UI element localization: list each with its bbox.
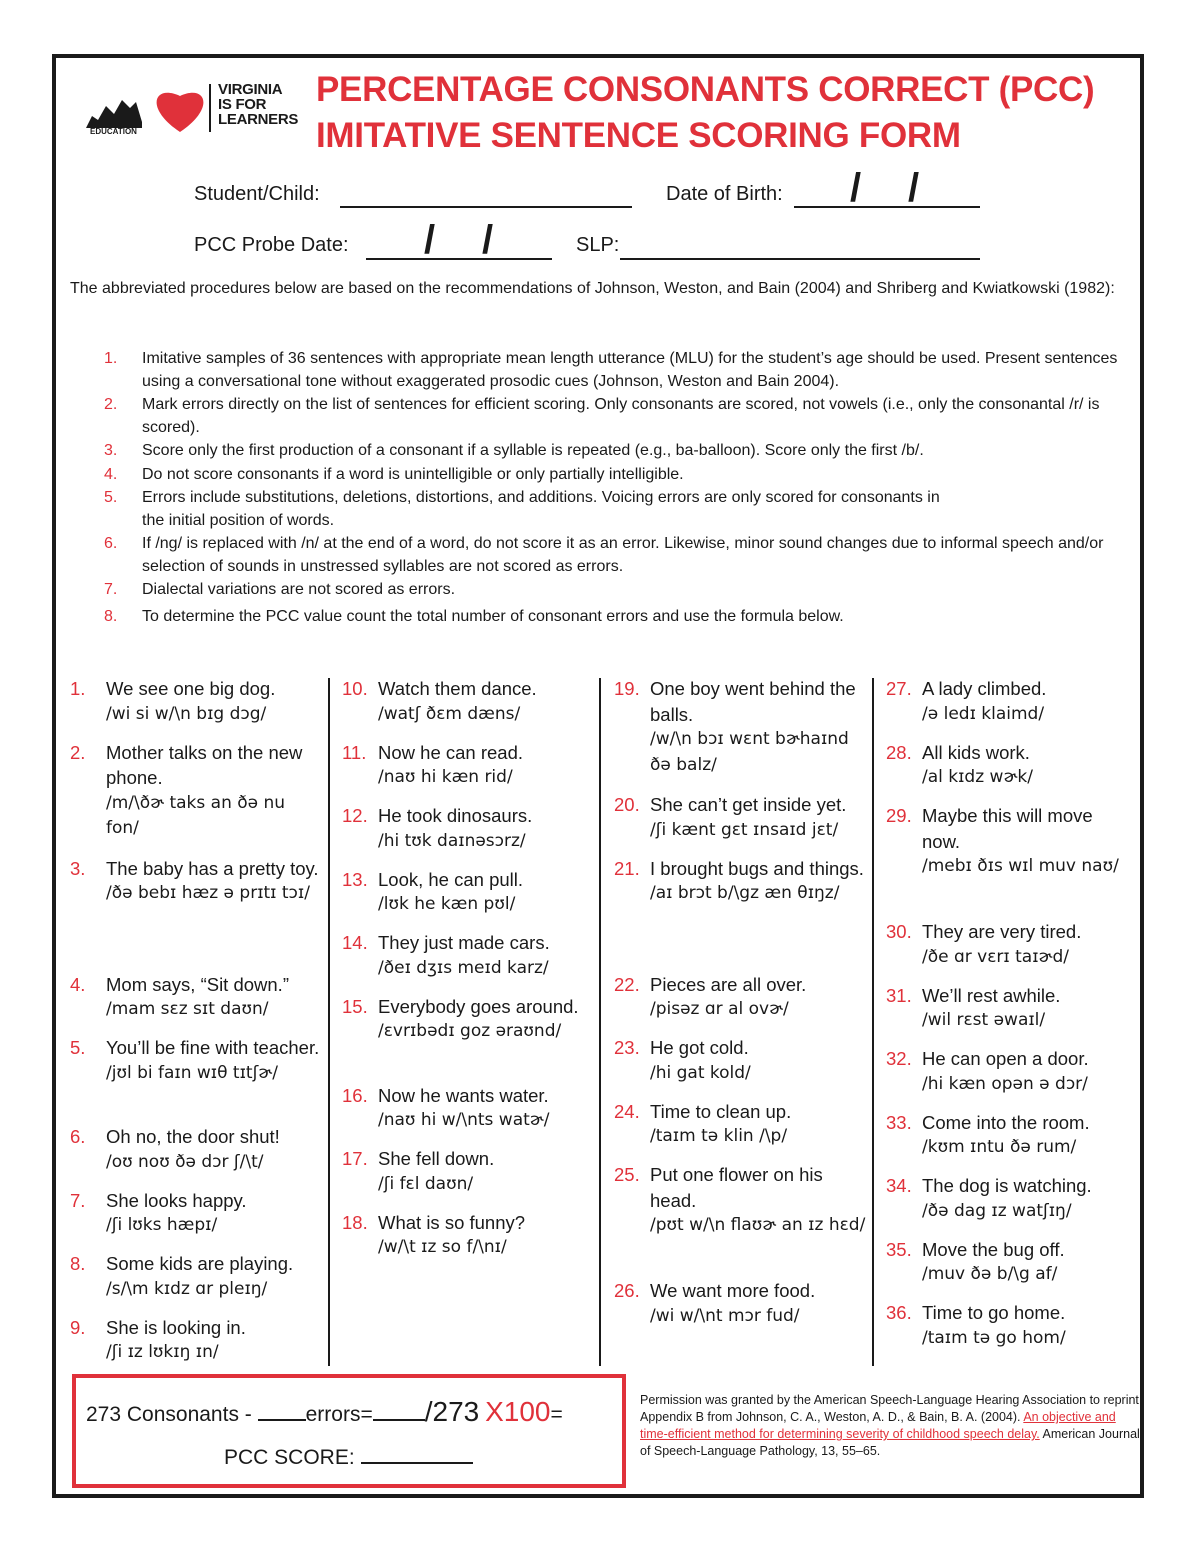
- sentence-item: 20. She can’t get inside yet. /ʃi kænt gɛt ɪnsaɪd jɛt/: [614, 794, 847, 840]
- instructions-list: [104, 348, 1134, 629]
- permission-text: Permission was granted by the American Speech-Language Hearing Association to reprint Appendix B from Johnson, C. A., Weston, A. D., & Bain, B. A. (2004).: [640, 1393, 1139, 1424]
- multiplier-text: X100: [485, 1396, 551, 1427]
- vdoe-logo: [84, 78, 300, 136]
- sentence-item: 36. Time to go home. /taɪm tə go hom/: [886, 1302, 1066, 1348]
- sentence-item: 17. She fell down. /ʃi fɛl daʊn/: [342, 1148, 495, 1194]
- sentence-column-3: [614, 676, 866, 1342]
- sentence-item: 1. We see one big dog. /wi si w/\n bɪg dɔg/: [70, 678, 276, 724]
- sentence-item: 16. Now he wants water. /naʊ hi w/\nts watɚ/: [342, 1084, 550, 1130]
- instruction-item: 3. Score only the first production of a consonant if a syllable is repeated (e.g., ba-balloon). Score only the first /b/.: [104, 442, 924, 459]
- equals-text: =: [550, 1403, 563, 1426]
- probe-date-label: PCC Probe Date:: [194, 234, 349, 256]
- virginia-heart-logo-icon: [84, 78, 214, 136]
- logo-dept-text: EDUCATION: [90, 127, 137, 136]
- slp-label: SLP:: [576, 234, 620, 256]
- pcc-score-box: [72, 1374, 626, 1488]
- pcc-score-line: [224, 1446, 473, 1470]
- probe-date-separator-1: /: [424, 218, 436, 262]
- sentence-item: 7. She looks happy. /ʃi lʊks hæpɪ/: [70, 1189, 247, 1235]
- permission-note: [640, 1392, 1140, 1460]
- correct-count-input[interactable]: [373, 1419, 425, 1421]
- instruction-item: 7. Dialectal variations are not scored as errors.: [104, 581, 456, 598]
- sentence-item: 26. We want more food. /wi w/\nt mɔr fud/: [614, 1280, 816, 1326]
- student-label: Student/Child:: [194, 183, 320, 205]
- sentence-item: 13. Look, he can pull. /lʊk he kæn pʊl/: [342, 868, 524, 914]
- sentence-item: 10. Watch them dance. /watʃ ðɛm dæns/: [342, 678, 537, 724]
- sentence-item: 12. He took dinosaurs. /hi tʊk daɪnəsɔrz/: [342, 805, 533, 851]
- sentence-item: 30. They are very tired. /ðe ɑr vɛrɪ taɪɚd/: [886, 921, 1082, 967]
- probe-date-separator-2: /: [482, 218, 494, 262]
- sentence-item: 23. He got cold. /hi gat kold/: [614, 1037, 751, 1083]
- sentence-item: 25. Put one flower on his head. /pʊt w/\n flaʊɚ an ɪz hɛd/: [614, 1164, 866, 1235]
- sentence-item: 35. Move the bug off. /muv ðə b/\g af/: [886, 1238, 1065, 1284]
- sentence-column-1: [70, 676, 320, 1378]
- sentence-item: 14. They just made cars. /ðeɪ dʒɪs meɪd karz/: [342, 932, 550, 978]
- instruction-item: 1. Imitative samples of 36 sentences with appropriate mean length utterance (MLU) for the student’s age should be used. Present sentences using a conversational tone without exaggerated prosodic cues (Johnson, Weston and Bain 2004).: [104, 350, 1118, 390]
- sentence-item: 3. The baby has a pretty toy. /ðə bebɪ hæz ə prɪtɪ tɔɪ/: [70, 857, 319, 903]
- instruction-item: 6. If /ng/ is replaced with /n/ at the end of a word, do not score it as an error. Likewise, minor sound changes due to informal speech and/or selection of sounds in unstressed syllables are not scored as errors.: [104, 535, 1104, 575]
- dob-separator-2: /: [908, 166, 920, 210]
- sentence-item: 9. She is looking in. /ʃi ɪz lʊkɪŋ ɪn/: [70, 1316, 246, 1362]
- instruction-item: 4. Do not score consonants if a word is unintelligible or only partially intelligible.: [104, 465, 684, 483]
- denominator-text: /273: [424, 1396, 480, 1427]
- sentence-item: 28. All kids work. /al kɪdz wɚk/: [886, 741, 1033, 787]
- column-divider: [872, 678, 874, 1366]
- consonants-count-text: 273 Consonants -: [86, 1403, 252, 1426]
- sentence-item: 32. He can open a door. /hi kæn opən ə dɔr/: [886, 1048, 1089, 1094]
- errors-label: errors=: [305, 1403, 373, 1426]
- slp-field[interactable]: [620, 258, 980, 260]
- sentence-item: 18. What is so funny? /w/\t ɪz so f/\nɪ/: [342, 1211, 526, 1257]
- dob-field[interactable]: [794, 206, 980, 208]
- sentence-item: 8. Some kids are playing. /s/\m kɪdz ɑr pleɪŋ/: [70, 1253, 294, 1299]
- errors-input[interactable]: [258, 1419, 306, 1421]
- sentence-item: 21. I brought bugs and things. /aɪ brɔt b/\gz æn θɪŋz/: [614, 857, 864, 903]
- sentence-item: 31. We’ll rest awhile. /wil rɛst əwaɪl/: [886, 984, 1061, 1030]
- sentence-item: 22. Pieces are all over. /pisəz ɑr al ovɚ/: [614, 973, 807, 1019]
- sentence-item: 6. Oh no, the door shut! /oʊ noʊ ðə dɔr ʃ/\t/: [70, 1126, 280, 1172]
- sentence-item: 24. Time to clean up. /taɪm tə klin /\p/: [614, 1100, 792, 1146]
- journal-text: American Journal of Speech-Language Pathology, 13, 55–65.: [640, 1427, 1140, 1458]
- dob-separator-1: /: [850, 166, 862, 210]
- sentence-item: 11. Now he can read. /naʊ hi kæn rid/: [342, 741, 524, 787]
- sentence-item: 27. A lady climbed. /ə ledɪ klaimd/: [886, 678, 1047, 724]
- page-title-line1: PERCENTAGE CONSONANTS CORRECT (PCC): [316, 70, 1095, 109]
- citation-link[interactable]: An objective and time-efficient method for determining severity of childhood speech delay.: [640, 1410, 1116, 1441]
- intro-text: The abbreviated procedures below are based on the recommendations of Johnson, Weston, and Bain (2004) and Shriberg and Kwiatkowski (1982):: [70, 280, 1115, 297]
- sentence-item: 2. Mother talks on the new phone. /m/\ðɚ taks an ðə nu fon/: [70, 741, 303, 838]
- student-field[interactable]: [340, 206, 632, 208]
- pcc-score-input[interactable]: [361, 1462, 473, 1464]
- instruction-item: 2. Mark errors directly on the list of sentences for efficient scoring. Only consonants are scored, not vowels (i.e., only the consonantal /r/ is scored).: [104, 396, 1100, 436]
- pcc-formula: [86, 1396, 563, 1428]
- column-divider: [599, 678, 601, 1366]
- sentence-item: 4. Mom says, “Sit down.” /mam sɛz sɪt daʊn/: [70, 973, 289, 1019]
- pcc-score-label: PCC SCORE:: [224, 1446, 355, 1469]
- probe-date-field[interactable]: [366, 258, 552, 260]
- sentence-item: 34. The dog is watching. /ðə dag ɪz watʃɪŋ/: [886, 1175, 1092, 1221]
- sentence-item: 19. One boy went behind the balls. /w/\n bɔɪ wɛnt bɚhaɪnd ðə balz/: [614, 678, 856, 775]
- sentence-column-2: [342, 676, 592, 1273]
- sentence-item: 5. You’ll be fine with teacher. /jʊl bi faɪn wɪθ tɪtʃɚ/: [70, 1037, 320, 1083]
- logo-org-text: VIRGINIA IS FOR LEARNERS: [218, 81, 299, 128]
- sentence-item: 29. Maybe this will move now. /mebɪ ðɪs wɪl muv naʊ/: [886, 805, 1119, 876]
- instruction-item: 8. To determine the PCC value count the total number of consonant errors and use the formula below.: [104, 607, 844, 625]
- page-title-line2: IMITATIVE SENTENCE SCORING FORM: [316, 116, 961, 155]
- dob-label: Date of Birth:: [666, 183, 783, 205]
- column-divider: [328, 678, 330, 1366]
- instruction-item: 5. Errors include substitutions, deletions, distortions, and additions. Voicing errors are only scored for consonants in the initial position of words.: [104, 489, 940, 529]
- sentence-column-4: [886, 676, 1126, 1364]
- sentence-item: 33. Come into the room. /kʊm ɪntu ðə rum/: [886, 1111, 1090, 1157]
- sentence-item: 15. Everybody goes around. /ɛvrɪbədɪ goz əraʊnd/: [342, 995, 579, 1041]
